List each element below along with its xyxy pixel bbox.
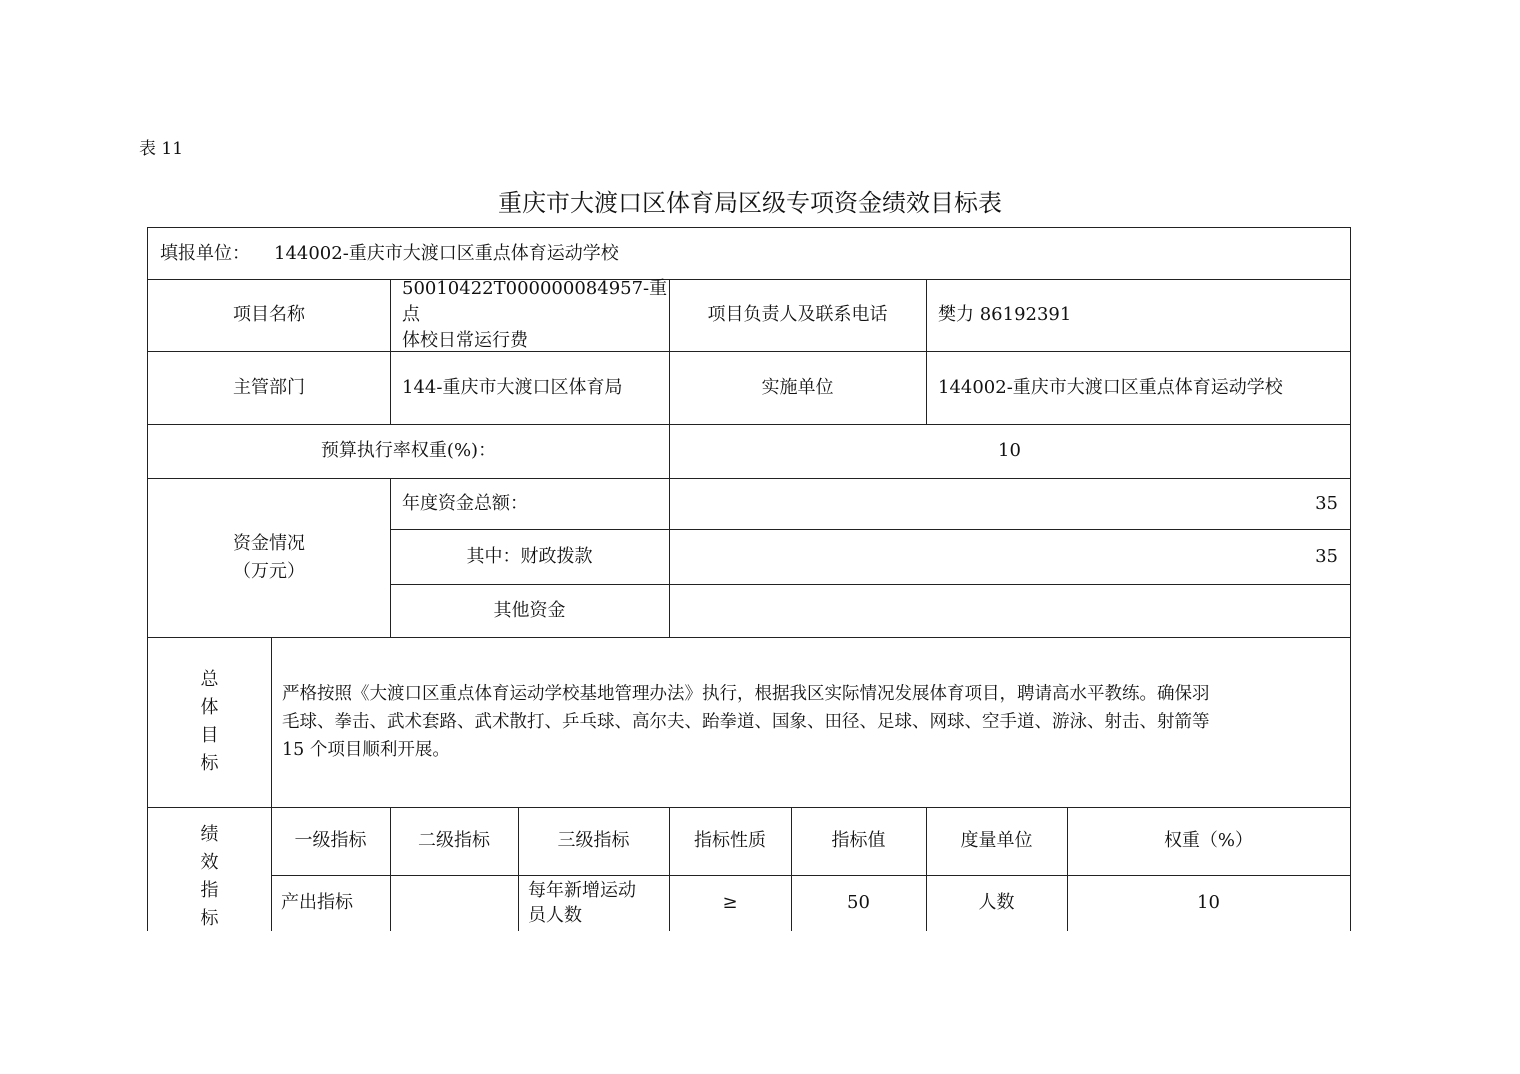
dept-value: 144-重庆市大渡口区体育局: [402, 376, 623, 398]
row-level3-line2: 员人数: [528, 905, 582, 926]
dept-label: 主管部门: [233, 376, 305, 398]
goal-line-2: 毛球、拳击、武术套路、武术散打、乒乓球、高尔夫、跆拳道、国象、田径、足球、网球、空手道、游泳、射击、射箭等: [282, 712, 1210, 732]
contact-label: 项目负责人及联系电话: [707, 304, 888, 325]
header-level3: 三级指标: [557, 830, 630, 851]
indicators-label-char: 指: [200, 880, 219, 901]
row-nature: ≥: [722, 892, 738, 913]
budget-weight-value: 10: [998, 440, 1021, 461]
header-unit: 度量单位: [960, 830, 1033, 851]
budget-weight-label: 预算执行率权重(%)：: [320, 440, 497, 461]
goal-label-char: 体: [200, 697, 219, 718]
contact-value: 樊力 86192391: [938, 304, 1072, 325]
goal-line-3: 15 个项目顺利开展。: [282, 740, 450, 760]
project-name-label: 项目名称: [233, 304, 305, 325]
report-unit-value: 144002-重庆市大渡口区重点体育运动学校: [274, 242, 619, 264]
impl-unit-label: 实施单位: [761, 376, 834, 398]
goal-label: [148, 637, 271, 807]
funds-fiscal-label: 其中：财政拨款: [466, 545, 593, 567]
header-nature: 指标性质: [694, 830, 766, 851]
funds-total-value: 35: [1315, 492, 1338, 514]
goal-line-1: 严格按照《大渡口区重点体育运动学校基地管理办法》执行，根据我区实际情况发展体育项目，聘请高水平教练。确保羽: [282, 684, 1210, 704]
report-unit-row: [148, 228, 1350, 279]
row-level1: 产出指标: [281, 892, 353, 913]
goal-label-char: 目: [200, 725, 219, 746]
funds-fiscal-value: 35: [1315, 545, 1338, 567]
row-value: 50: [847, 892, 870, 913]
header-weight: 权重（%）: [1163, 830, 1254, 851]
indicators-label-char: 效: [200, 852, 219, 873]
goal-text: [271, 637, 1350, 807]
header-value: 指标值: [831, 830, 886, 851]
indicators-label: [148, 807, 271, 931]
project-name-line2: 体校日常运行费: [402, 330, 528, 351]
funds-other-value: [669, 584, 1350, 637]
report-unit-label: 填报单位：: [160, 242, 250, 264]
indicators-label-char: 标: [200, 908, 219, 929]
row-weight: 10: [1197, 892, 1220, 913]
funds-other-label: 其他资金: [493, 599, 566, 621]
goal-label-char: 总: [200, 669, 219, 690]
page-title: 重庆市大渡口区体育局区级专项资金绩效目标表: [498, 189, 1002, 217]
funds-total-label: 年度资金总额：: [402, 492, 528, 514]
row-level3-line1: 每年新增运动: [528, 880, 636, 901]
funds-label-line2: （万元）: [233, 560, 305, 582]
table-number: 表 11: [139, 139, 184, 159]
funds-label: [148, 478, 390, 637]
performance-table: [147, 227, 1351, 931]
project-name-value: [390, 279, 669, 351]
impl-unit-value: 144002-重庆市大渡口区重点体育运动学校: [938, 376, 1283, 398]
goal-label-char: 标: [200, 753, 219, 774]
funds-label-line1: 资金情况: [233, 532, 305, 554]
header-level2: 二级指标: [418, 830, 490, 851]
header-level1: 一级指标: [294, 830, 367, 851]
indicators-label-char: 绩: [200, 824, 219, 845]
row-unit: 人数: [978, 892, 1015, 913]
row-level3: [518, 875, 669, 931]
project-name-line1: 50010422T000000084957-重点: [402, 278, 668, 325]
row-level2: [390, 875, 518, 931]
